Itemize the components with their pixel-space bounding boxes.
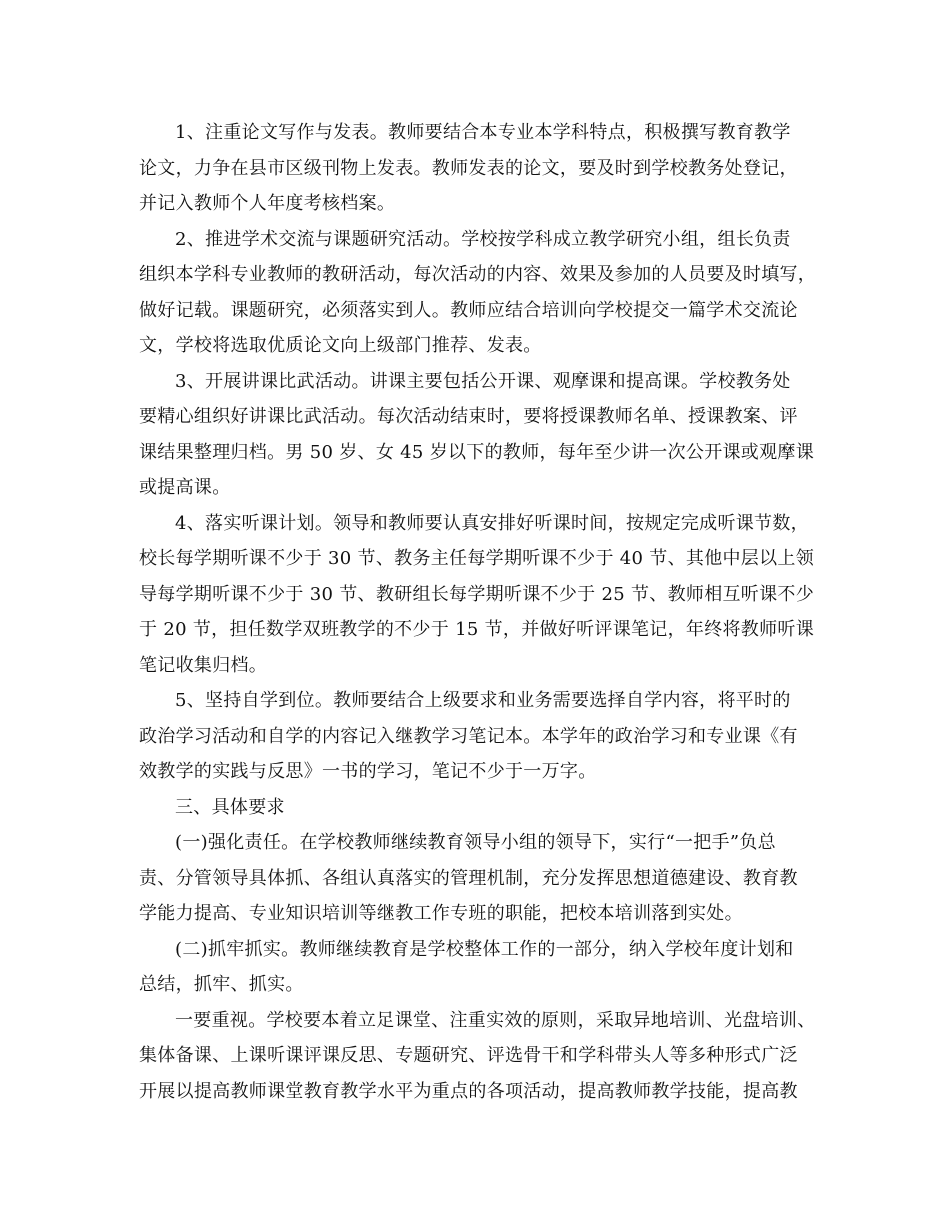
- paragraph-3: [139, 364, 829, 506]
- paragraph-7: [139, 932, 829, 1003]
- text-line: 论文，力争在县市区级刊物上发表。教师发表的论文，要及时到学校教务处登记，: [139, 157, 798, 179]
- paragraph-8: [139, 1003, 829, 1110]
- text-line: 5、坚持自学到位。教师要结合上级要求和业务需要选择自学内容，将平时的: [175, 690, 791, 711]
- text-line: (一)强化责任。在学校教师继续教育领导小组的领导下，实行“一把手”负总: [175, 832, 776, 853]
- section-heading: [139, 790, 829, 826]
- text-line: 或提高课。: [139, 477, 231, 498]
- text-line: 并记入教师个人年度考核档案。: [139, 193, 396, 214]
- text-line: 责、分管领导具体抓、各组认真落实的管理机制，充分发挥思想道德建设、教育教: [139, 867, 798, 889]
- text-line: 开展以提高教师课堂教育教学水平为重点的各项活动，提高教师教学技能，提高教: [139, 1080, 798, 1102]
- text-line: 1、注重论文写作与发表。教师要结合本专业本学科特点，积极撰写教育教学: [175, 122, 791, 143]
- paragraph-2: [139, 222, 829, 364]
- text-line: 校长每学期听课不少于 30 节、教务主任每学期听课不少于 40 节、其他中层以上领: [139, 548, 814, 569]
- text-line: 一要重视。学校要本着立足课堂、注重实效的原则，采取异地培训、光盘培训、: [175, 1009, 816, 1031]
- text-line: 做好记载。课题研究，必须落实到人。教师应结合培训向学校提交一篇学术交流论: [139, 299, 798, 321]
- paragraph-1: [139, 115, 829, 222]
- text-line: 要精心组织好讲课比武活动。每次活动结束时，要将授课教师名单、授课教案、评: [139, 406, 798, 427]
- text-line: 集体备课、上课听课评课反思、专题研究、评选骨干和学科带头人等多种形式广泛: [139, 1045, 798, 1066]
- text-line: (二)抓牢抓实。教师继续教育是学校整体工作的一部分，纳入学校年度计划和: [175, 938, 794, 960]
- paragraph-6: [139, 825, 829, 932]
- text-line: 3、开展讲课比武活动。讲课主要包括公开课、观摩课和提高课。学校教务处: [175, 370, 791, 392]
- text-line: 政治学习活动和自学的内容记入继教学习笔记本。本学年的政治学习和专业课《有: [139, 725, 798, 747]
- text-line: 学能力提高、专业知识培训等继教工作专班的职能，把校本培训落到实处。: [139, 903, 743, 924]
- text-line: 笔记收集归档。: [139, 654, 268, 676]
- text-line: 组织本学科专业教师的教研活动，每次活动的内容、效果及参加的人员要及时填写，: [139, 264, 817, 285]
- text-line: 4、落实听课计划。领导和教师要认真安排好听课时间，按规定完成听课节数，: [175, 512, 809, 534]
- text-line: 于 20 节，担任数学双班教学的不少于 15 节，并做好听评课笔记，年终将教师听课: [139, 619, 814, 640]
- text-line: 课结果整理归档。男 50 岁、女 45 岁以下的教师，每年至少讲一次公开课或观摩课: [139, 441, 814, 463]
- paragraph-4: [139, 506, 829, 684]
- text-line: 2、推进学术交流与课题研究活动。学校按学科成立教学研究小组，组长负责: [175, 228, 791, 250]
- heading-text: 三、具体要求: [175, 796, 285, 818]
- text-line: 导每学期听课不少于 30 节、教研组长每学期听课不少于 25 节、教师相互听课不少: [139, 583, 814, 605]
- document-body: [139, 115, 829, 1109]
- text-line: 总结，抓牢、抓实。: [139, 974, 304, 995]
- text-line: 效教学的实践与反思》一书的学习，笔记不少于一万字。: [139, 761, 597, 782]
- text-line: 文，学校将选取优质论文向上级部门推荐、发表。: [139, 335, 542, 356]
- paragraph-5: [139, 683, 829, 790]
